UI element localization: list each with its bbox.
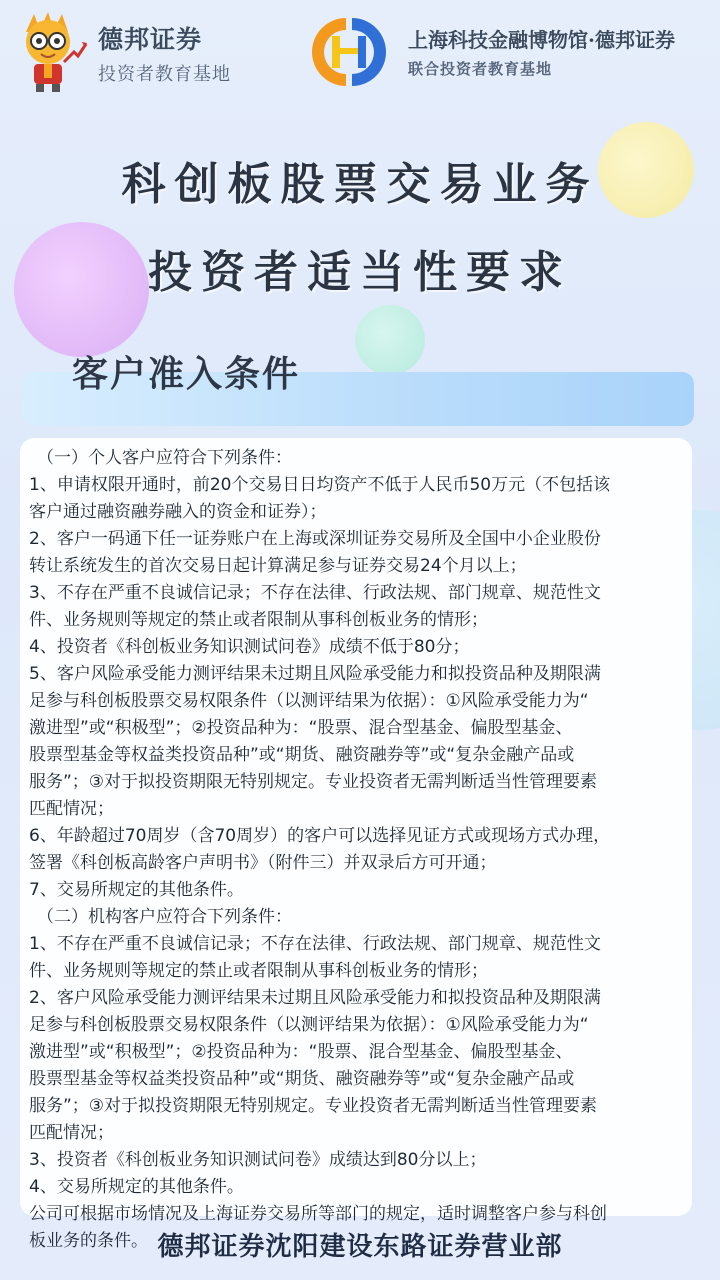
brand-name: 德邦证券 — [98, 25, 203, 54]
content-line: 1、不存在严重不良诚信记录；不存在法律、行政法规、部门规章、规范性文 — [29, 934, 601, 954]
content-line: 5、客户风险承受能力测评结果未过期且风险承受能力和拟投资品种及期限满 — [29, 664, 601, 684]
content-line: 7、交易所规定的其他条件。 — [29, 880, 244, 900]
section-title: 客户准入条件 — [72, 354, 301, 395]
decor-circle-teal — [355, 305, 425, 375]
header — [0, 0, 720, 100]
content-line: 转让系统发生的首次交易日起计算满足参与证券交易24个月以上； — [29, 556, 527, 576]
content-line: 3、投资者《科创板业务知识测试问卷》成绩达到80分以上； — [29, 1150, 487, 1170]
content-line: 4、交易所规定的其他条件。 — [29, 1177, 244, 1197]
content-line: 激进型”或“积极型”；②投资品种为：“股票、混合型基金、偏股型基金、 — [29, 1042, 573, 1062]
content-line: 2、客户风险承受能力测评结果未过期且风险承受能力和拟投资品种及期限满 — [29, 988, 601, 1008]
museum-title: 上海科技金融博物馆·德邦证券 — [408, 28, 675, 52]
content-line: 1、申请权限开通时，前20个交易日日均资产不低于人民币50万元（不包括该 — [29, 475, 611, 495]
content-line: 板业务的条件。 — [29, 1231, 148, 1251]
brand-subtitle: 投资者教育基地 — [98, 64, 231, 85]
content-line: 4、投资者《科创板业务知识测试问卷》成绩不低于80分； — [29, 637, 470, 657]
content-line: 件、业务规则等规定的禁止或者限制从事科创板业务的情形； — [29, 610, 488, 630]
content-line: 匹配情况； — [29, 799, 114, 819]
content-line: （一）个人客户应符合下列条件： — [37, 448, 292, 468]
watermark-text: POSITIONS — [565, 540, 668, 556]
content-line: 件、业务规则等规定的禁止或者限制从事科创板业务的情形； — [29, 961, 488, 981]
content-line: 2、客户一码通下任一证券账户在上海或深圳证券交易所及全国中小企业股份 — [29, 529, 601, 549]
content-line: 公司可根据市场情况及上海证券交易所等部门的规定，适时调整客户参与科创 — [29, 1204, 607, 1224]
content-line: 签署《科创板高龄客户声明书》（附件三）并双录后方可开通； — [29, 853, 497, 873]
page-title-line-1: 科创板股票交易业务 — [121, 159, 599, 210]
content-line: 匹配情况； — [29, 1123, 114, 1143]
content-line: 激进型”或“积极型”；②投资品种为：“股票、混合型基金、偏股型基金、 — [29, 718, 573, 738]
content-line: 股票型基金等权益类投资品种”或“期货、融资融券等”或“复杂金融产品或 — [29, 745, 575, 765]
content-line: 客户通过融资融券融入的资金和证券）； — [29, 502, 327, 522]
content-line: 股票型基金等权益类投资品种”或“期货、融资融券等”或“复杂金融产品或 — [29, 1069, 575, 1089]
page-title-line-2: 投资者适当性要求 — [148, 247, 572, 298]
content-line: 足参与科创板股票交易权限条件（以测评结果为依据）：①风险承受能力为“ — [29, 691, 589, 711]
museum-subtitle: 联合投资者教育基地 — [408, 60, 553, 78]
footer-branch-name: 德邦证券沈阳建设东路证券营业部 — [157, 1232, 563, 1262]
content-line: 6、年龄超过70周岁（含70周岁）的客户可以选择见证方式或现场方式办理， — [29, 826, 611, 846]
content-line: 服务”；③对于拟投资期限无特别规定。专业投资者无需判断适当性管理要素 — [29, 772, 598, 792]
content-line: 足参与科创板股票交易权限条件（以测评结果为依据）：①风险承受能力为“ — [29, 1015, 589, 1035]
content-line: （二）机构客户应符合下列条件： — [37, 907, 292, 927]
museum-logo-icon — [310, 16, 388, 88]
content-line: 3、不存在严重不良诚信记录；不存在法律、行政法规、部门规章、规范性文 — [29, 583, 601, 603]
mascot-icon — [8, 10, 88, 94]
content-line: 服务”；③对于拟投资期限无特别规定。专业投资者无需判断适当性管理要素 — [29, 1096, 598, 1116]
